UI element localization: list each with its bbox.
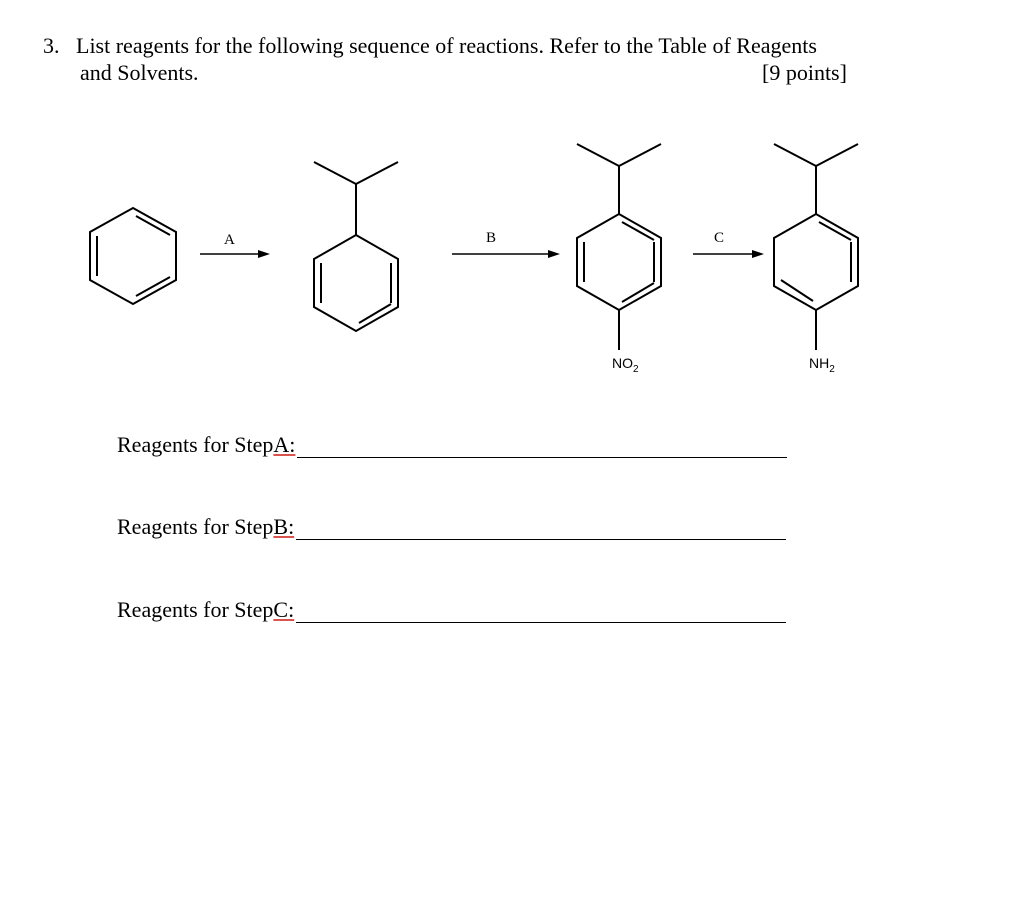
answer-blank-a[interactable]: [297, 437, 787, 458]
arrow-label-c: C: [714, 230, 725, 246]
amino-label: $NH_2$: [809, 355, 835, 375]
answer-letter-b: B:: [273, 514, 295, 539]
answer-row-b: [117, 514, 786, 540]
question-text-line1: List reagents for the following sequence of reactions. Refer to the Table of Reagents: [76, 33, 817, 58]
answer-letter-a: A:: [273, 432, 296, 457]
answer-row-c: [117, 597, 786, 623]
cumene-structure: [314, 162, 398, 331]
answer-prefix-a: Reagents for Step: [117, 432, 274, 457]
isopropylaniline-structure: [774, 144, 858, 350]
answer-prefix-b: Reagents for Step: [117, 514, 274, 539]
nitro-label: $NO_2$: [612, 355, 639, 375]
answer-letter-c: C:: [273, 597, 295, 622]
question-number: 3.: [43, 33, 60, 58]
answer-prefix-c: Reagents for Step: [117, 597, 274, 622]
arrow-c: [693, 230, 764, 258]
arrow-b: [452, 230, 560, 258]
question-points: [9 points]: [762, 60, 847, 85]
answer-row-a: [117, 432, 787, 458]
reaction-scheme: [0, 120, 1024, 400]
arrow-label-b: B: [486, 230, 497, 246]
answer-blank-c[interactable]: [296, 602, 786, 623]
benzene-structure: [90, 208, 176, 304]
question-text-line2: and Solvents.: [80, 60, 199, 85]
nitrocumene-structure: [577, 144, 661, 350]
arrow-label-a: A: [224, 232, 235, 248]
arrow-a: [200, 232, 270, 258]
answer-blank-b[interactable]: [296, 519, 786, 540]
